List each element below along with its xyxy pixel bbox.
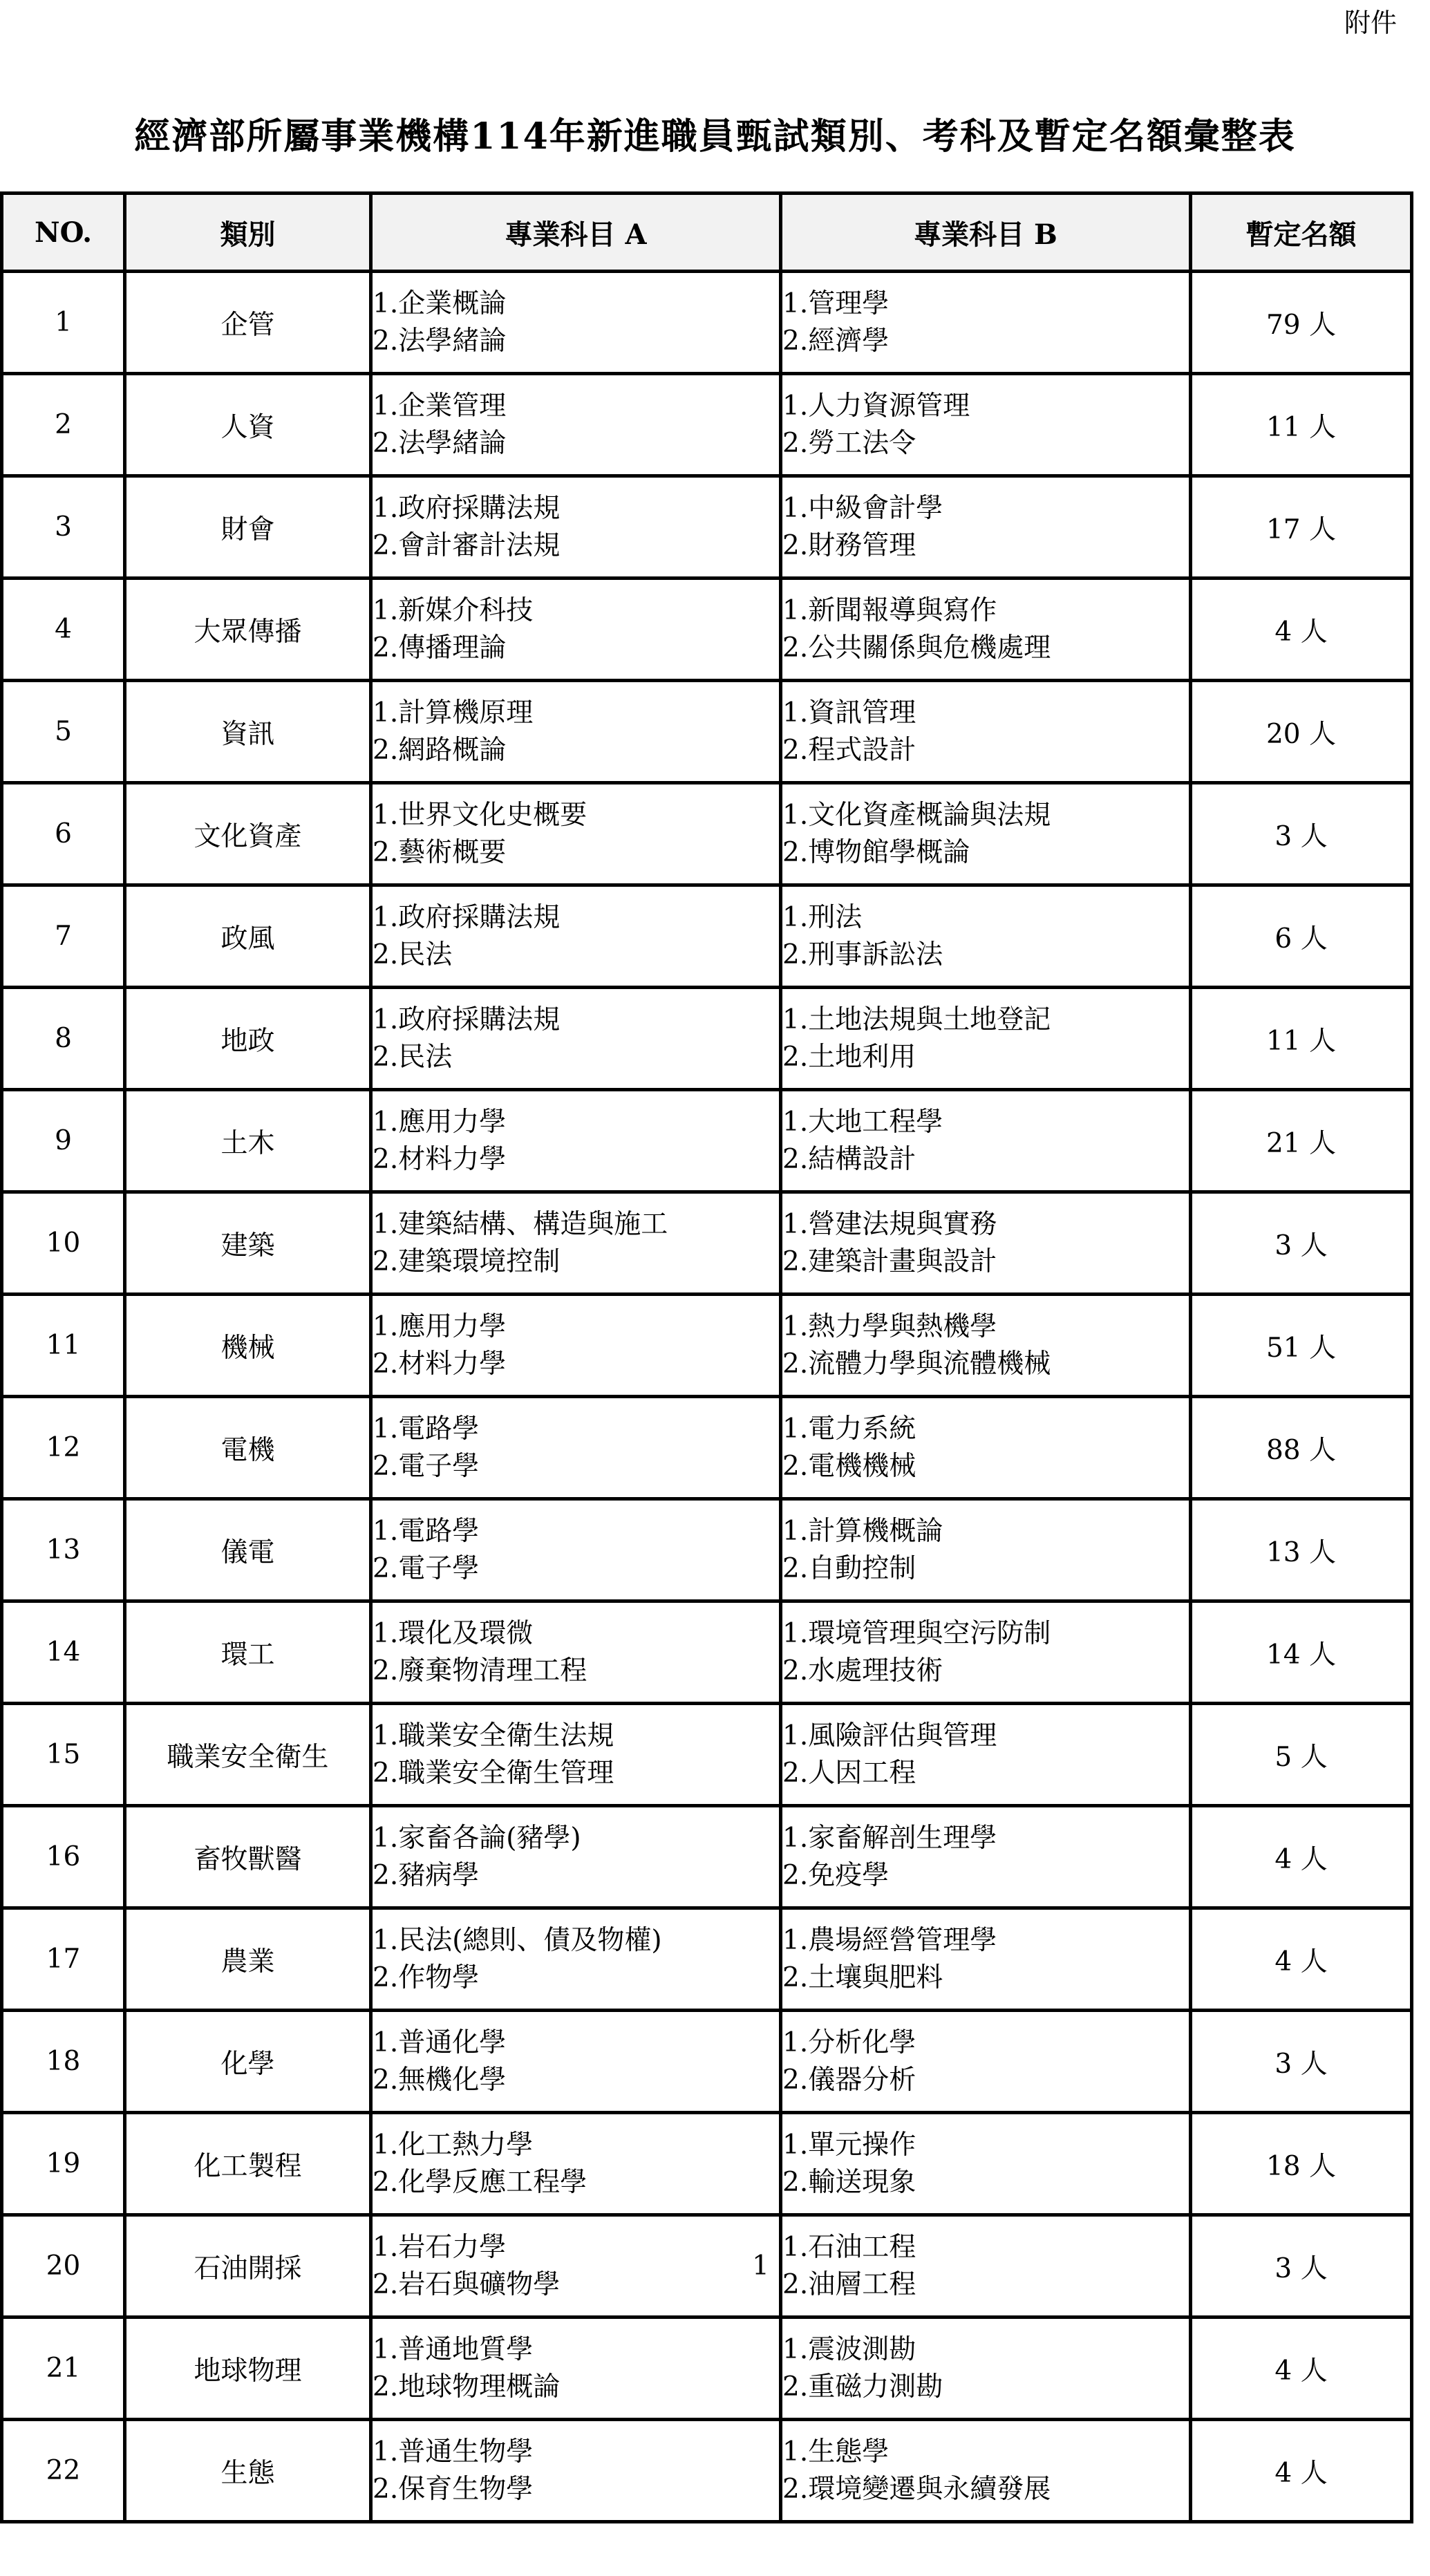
table-row — [2, 1908, 1412, 2011]
row-number: 21 — [2, 2318, 125, 2420]
subject-b-line-2: 2.經濟學 — [782, 325, 890, 357]
subject-b-line-1: 1.震波測勘 — [782, 2333, 916, 2365]
subject-a-line-2: 2.豬病學 — [373, 1859, 480, 1891]
row-number: 15 — [2, 1704, 125, 1806]
subject-a-cell — [371, 1090, 781, 1192]
subject-b-line-1: 1.環境管理與空污防制 — [782, 1617, 1051, 1649]
table-row — [2, 1192, 1412, 1295]
quota-cell: 3 人 — [1191, 1192, 1412, 1295]
category-cell: 環工 — [125, 1601, 371, 1704]
quota-cell: 3 人 — [1191, 2011, 1412, 2113]
category-cell: 政風 — [125, 885, 371, 988]
quota-cell: 14 人 — [1191, 1601, 1412, 1704]
quota-cell: 13 人 — [1191, 1499, 1412, 1601]
table-row — [2, 272, 1412, 374]
table-row — [2, 2113, 1412, 2215]
category-cell: 地政 — [125, 988, 371, 1090]
subject-b-line-2: 2.公共關係與危機處理 — [782, 632, 1051, 664]
subject-b-cell — [781, 1601, 1191, 1704]
subject-a-cell — [371, 2113, 781, 2215]
subject-a-line-1: 1.計算機原理 — [373, 697, 534, 728]
quota-cell: 4 人 — [1191, 579, 1412, 681]
category-cell: 建築 — [125, 1192, 371, 1295]
subject-b-cell — [781, 1192, 1191, 1295]
category-cell: 大眾傳播 — [125, 579, 371, 681]
quota-cell: 3 人 — [1191, 2215, 1412, 2318]
subject-a-line-1: 1.政府採購法規 — [373, 1004, 561, 1035]
category-cell: 石油開採 — [125, 2215, 371, 2318]
subject-a-line-1: 1.企業概論 — [373, 288, 507, 319]
subject-b-line-1: 1.電力系統 — [782, 1413, 916, 1445]
subject-b-cell — [781, 2215, 1191, 2318]
subject-b-cell — [781, 1090, 1191, 1192]
quota-cell: 17 人 — [1191, 476, 1412, 579]
category-cell: 文化資產 — [125, 783, 371, 885]
table-row — [2, 988, 1412, 1090]
category-cell: 生態 — [125, 2420, 371, 2522]
header-subject-b: 專業科目 B — [781, 194, 1191, 272]
row-number: 12 — [2, 1397, 125, 1499]
quota-cell: 4 人 — [1191, 1908, 1412, 2011]
subject-a-cell — [371, 1601, 781, 1704]
row-number: 4 — [2, 579, 125, 681]
subject-a-line-2: 2.電子學 — [373, 1450, 480, 1482]
subject-b-line-1: 1.刑法 — [782, 901, 863, 933]
subject-b-line-2: 2.流體力學與流體機械 — [782, 1348, 1051, 1380]
subject-a-line-1: 1.政府採購法規 — [373, 492, 561, 524]
subject-a-line-1: 1.企業管理 — [373, 390, 507, 422]
table-row — [2, 2420, 1412, 2522]
row-number: 16 — [2, 1806, 125, 1908]
subject-b-line-1: 1.中級會計學 — [782, 492, 943, 524]
header-subject-a: 專業科目 A — [371, 194, 781, 272]
subject-b-line-1: 1.計算機概論 — [782, 1515, 943, 1547]
subject-a-cell — [371, 1397, 781, 1499]
table-row — [2, 1499, 1412, 1601]
subject-a-line-1: 1.職業安全衛生法規 — [373, 1720, 614, 1751]
row-number: 20 — [2, 2215, 125, 2318]
subject-b-line-1: 1.新聞報導與寫作 — [782, 594, 997, 626]
subject-a-line-1: 1.普通地質學 — [373, 2333, 534, 2365]
row-number: 19 — [2, 2113, 125, 2215]
subject-a-line-2: 2.建築環境控制 — [373, 1245, 561, 1277]
subject-a-line-2: 2.法學緒論 — [373, 325, 507, 357]
subject-a-line-1: 1.新媒介科技 — [373, 594, 534, 626]
quota-cell: 3 人 — [1191, 783, 1412, 885]
category-cell: 職業安全衛生 — [125, 1704, 371, 1806]
subject-b-line-2: 2.儀器分析 — [782, 2064, 916, 2096]
subject-a-line-1: 1.建築結構、構造與施工 — [373, 1208, 668, 1240]
subject-a-line-1: 1.應用力學 — [373, 1310, 507, 1342]
subject-b-cell — [781, 885, 1191, 988]
subject-a-cell — [371, 2318, 781, 2420]
subject-b-cell — [781, 2011, 1191, 2113]
quota-table — [0, 191, 1413, 2523]
subject-a-line-1: 1.政府採購法規 — [373, 901, 561, 933]
subject-a-cell — [371, 2420, 781, 2522]
row-number: 1 — [2, 272, 125, 374]
row-number: 2 — [2, 374, 125, 476]
subject-a-line-2: 2.材料力學 — [373, 1348, 507, 1380]
subject-b-line-2: 2.油層工程 — [782, 2268, 916, 2300]
table-row — [2, 579, 1412, 681]
subject-b-cell — [781, 2318, 1191, 2420]
subject-b-line-1: 1.人力資源管理 — [782, 390, 970, 422]
subject-a-line-2: 2.化學反應工程學 — [373, 2166, 587, 2198]
subject-a-line-1: 1.電路學 — [373, 1413, 480, 1445]
quota-table-container — [0, 191, 1410, 2523]
subject-b-line-2: 2.免疫學 — [782, 1859, 890, 1891]
subject-b-line-2: 2.電機機械 — [782, 1450, 916, 1482]
table-row — [2, 1295, 1412, 1397]
subject-a-cell — [371, 1704, 781, 1806]
header-no: NO. — [2, 194, 125, 272]
subject-b-line-1: 1.管理學 — [782, 288, 890, 319]
table-header-row — [2, 194, 1412, 272]
quota-cell: 79 人 — [1191, 272, 1412, 374]
table-row — [2, 2011, 1412, 2113]
subject-b-line-2: 2.重磁力測勘 — [782, 2371, 943, 2403]
subject-a-line-1: 1.電路學 — [373, 1515, 480, 1547]
subject-a-line-2: 2.傳播理論 — [373, 632, 507, 664]
annex-label: 附件 — [1344, 8, 1397, 38]
quota-cell: 4 人 — [1191, 2318, 1412, 2420]
subject-a-line-2: 2.藝術概要 — [373, 836, 507, 868]
row-number: 17 — [2, 1908, 125, 2011]
subject-b-line-1: 1.資訊管理 — [782, 697, 916, 728]
header-category: 類別 — [125, 194, 371, 272]
subject-a-line-2: 2.電子學 — [373, 1552, 480, 1584]
table-row — [2, 885, 1412, 988]
row-number: 14 — [2, 1601, 125, 1704]
subject-a-cell — [371, 476, 781, 579]
subject-a-line-2: 2.材料力學 — [373, 1143, 507, 1175]
subject-a-line-1: 1.化工熱力學 — [373, 2129, 534, 2161]
subject-b-cell — [781, 2420, 1191, 2522]
quota-cell: 51 人 — [1191, 1295, 1412, 1397]
subject-b-line-1: 1.熱力學與熱機學 — [782, 1310, 997, 1342]
table-row — [2, 1601, 1412, 1704]
category-cell: 電機 — [125, 1397, 371, 1499]
row-number: 8 — [2, 988, 125, 1090]
subject-a-line-1: 1.環化及環微 — [373, 1617, 534, 1649]
subject-a-line-1: 1.岩石力學 — [373, 2231, 507, 2263]
subject-b-line-1: 1.石油工程 — [782, 2231, 916, 2263]
subject-b-line-2: 2.博物館學概論 — [782, 836, 970, 868]
subject-a-cell — [371, 1295, 781, 1397]
subject-a-line-2: 2.民法 — [373, 1041, 453, 1073]
subject-b-line-1: 1.家畜解剖生理學 — [782, 1822, 997, 1854]
subject-b-cell — [781, 272, 1191, 374]
subject-b-line-1: 1.土地法規與土地登記 — [782, 1004, 1051, 1035]
table-row — [2, 681, 1412, 783]
subject-a-cell — [371, 272, 781, 374]
subject-b-cell — [781, 1295, 1191, 1397]
table-row — [2, 1806, 1412, 1908]
subject-a-line-2: 2.無機化學 — [373, 2064, 507, 2096]
subject-a-cell — [371, 1192, 781, 1295]
category-cell: 資訊 — [125, 681, 371, 783]
subject-a-cell — [371, 1806, 781, 1908]
subject-a-line-1: 1.家畜各論(豬學) — [373, 1822, 581, 1854]
subject-b-cell — [781, 1499, 1191, 1601]
category-cell: 農業 — [125, 1908, 371, 2011]
category-cell: 地球物理 — [125, 2318, 371, 2420]
subject-b-line-1: 1.單元操作 — [782, 2129, 916, 2161]
subject-a-line-2: 2.廢棄物清理工程 — [373, 1655, 587, 1686]
subject-b-line-2: 2.財務管理 — [782, 529, 916, 561]
subject-a-line-1: 1.應用力學 — [373, 1106, 507, 1138]
subject-b-line-2: 2.勞工法令 — [782, 427, 916, 459]
category-cell: 化工製程 — [125, 2113, 371, 2215]
table-body — [2, 272, 1412, 2522]
subject-b-cell — [781, 476, 1191, 579]
subject-a-line-2: 2.保育生物學 — [373, 2473, 534, 2505]
quota-cell: 4 人 — [1191, 1806, 1412, 1908]
category-cell: 企管 — [125, 272, 371, 374]
subject-a-cell — [371, 1499, 781, 1601]
subject-b-line-1: 1.生態學 — [782, 2436, 890, 2467]
subject-b-cell — [781, 681, 1191, 783]
category-cell: 機械 — [125, 1295, 371, 1397]
subject-a-line-2: 2.岩石與礦物學 — [373, 2268, 561, 2300]
header-quota: 暫定名額 — [1191, 194, 1412, 272]
subject-b-line-2: 2.輸送現象 — [782, 2166, 916, 2198]
page-number: 1 — [752, 2250, 769, 2282]
row-number: 22 — [2, 2420, 125, 2522]
subject-b-cell — [781, 1397, 1191, 1499]
row-number: 11 — [2, 1295, 125, 1397]
subject-a-line-1: 1.普通化學 — [373, 2027, 507, 2058]
table-row — [2, 1397, 1412, 1499]
subject-b-cell — [781, 374, 1191, 476]
quota-cell: 11 人 — [1191, 988, 1412, 1090]
subject-a-line-2: 2.網路概論 — [373, 734, 507, 766]
subject-a-line-1: 1.世界文化史概要 — [373, 799, 587, 831]
subject-a-cell — [371, 681, 781, 783]
subject-a-cell — [371, 2215, 781, 2318]
row-number: 18 — [2, 2011, 125, 2113]
row-number: 5 — [2, 681, 125, 783]
subject-b-line-2: 2.水處理技術 — [782, 1655, 943, 1686]
quota-cell: 20 人 — [1191, 681, 1412, 783]
subject-a-line-2: 2.會計審計法規 — [373, 529, 561, 561]
category-cell: 人資 — [125, 374, 371, 476]
quota-cell: 4 人 — [1191, 2420, 1412, 2522]
table-row — [2, 1090, 1412, 1192]
category-cell: 土木 — [125, 1090, 371, 1192]
subject-b-line-1: 1.分析化學 — [782, 2027, 916, 2058]
subject-a-line-2: 2.地球物理概論 — [373, 2371, 561, 2403]
subject-b-line-2: 2.刑事訴訟法 — [782, 939, 943, 970]
subject-b-cell — [781, 579, 1191, 681]
subject-a-cell — [371, 783, 781, 885]
subject-a-cell — [371, 2011, 781, 2113]
subject-b-cell — [781, 783, 1191, 885]
row-number: 9 — [2, 1090, 125, 1192]
subject-b-line-1: 1.農場經營管理學 — [782, 1924, 997, 1956]
subject-a-cell — [371, 579, 781, 681]
subject-b-line-2: 2.建築計畫與設計 — [782, 1245, 997, 1277]
quota-cell: 88 人 — [1191, 1397, 1412, 1499]
subject-a-cell — [371, 374, 781, 476]
subject-a-line-1: 1.民法(總則、債及物權) — [373, 1924, 662, 1956]
subject-b-cell — [781, 1806, 1191, 1908]
row-number: 3 — [2, 476, 125, 579]
table-row — [2, 783, 1412, 885]
table-row — [2, 476, 1412, 579]
subject-a-line-2: 2.法學緒論 — [373, 427, 507, 459]
quota-cell: 5 人 — [1191, 1704, 1412, 1806]
subject-b-line-2: 2.程式設計 — [782, 734, 916, 766]
subject-a-cell — [371, 1908, 781, 2011]
subject-b-line-1: 1.風險評估與管理 — [782, 1720, 997, 1751]
quota-cell: 6 人 — [1191, 885, 1412, 988]
category-cell: 財會 — [125, 476, 371, 579]
subject-b-line-2: 2.人因工程 — [782, 1757, 916, 1789]
category-cell: 畜牧獸醫 — [125, 1806, 371, 1908]
subject-b-cell — [781, 988, 1191, 1090]
table-row — [2, 374, 1412, 476]
subject-b-cell — [781, 1908, 1191, 2011]
subject-a-line-2: 2.職業安全衛生管理 — [373, 1757, 614, 1789]
row-number: 10 — [2, 1192, 125, 1295]
table-row — [2, 2215, 1412, 2318]
category-cell: 儀電 — [125, 1499, 371, 1601]
table-row — [2, 1704, 1412, 1806]
subject-a-line-2: 2.民法 — [373, 939, 453, 970]
subject-b-cell — [781, 1704, 1191, 1806]
subject-b-line-1: 1.文化資產概論與法規 — [782, 799, 1051, 831]
subject-a-cell — [371, 885, 781, 988]
table-row — [2, 2318, 1412, 2420]
subject-b-line-1: 1.大地工程學 — [782, 1106, 943, 1138]
category-cell: 化學 — [125, 2011, 371, 2113]
subject-b-line-2: 2.環境變遷與永續發展 — [782, 2473, 1051, 2505]
quota-cell: 11 人 — [1191, 374, 1412, 476]
quota-cell: 21 人 — [1191, 1090, 1412, 1192]
row-number: 13 — [2, 1499, 125, 1601]
subject-b-line-2: 2.自動控制 — [782, 1552, 916, 1584]
subject-a-line-2: 2.作物學 — [373, 1962, 480, 1993]
row-number: 7 — [2, 885, 125, 988]
subject-a-cell — [371, 988, 781, 1090]
subject-b-line-1: 1.營建法規與實務 — [782, 1208, 997, 1240]
subject-b-line-2: 2.土地利用 — [782, 1041, 916, 1073]
row-number: 6 — [2, 783, 125, 885]
subject-b-cell — [781, 2113, 1191, 2215]
subject-b-line-2: 2.結構設計 — [782, 1143, 916, 1175]
subject-b-line-2: 2.土壤與肥料 — [782, 1962, 943, 1993]
document-title: 經濟部所屬事業機構114年新進職員甄試類別、考科及暫定名額彙整表 — [134, 115, 1296, 158]
quota-cell: 18 人 — [1191, 2113, 1412, 2215]
subject-a-line-1: 1.普通生物學 — [373, 2436, 534, 2467]
